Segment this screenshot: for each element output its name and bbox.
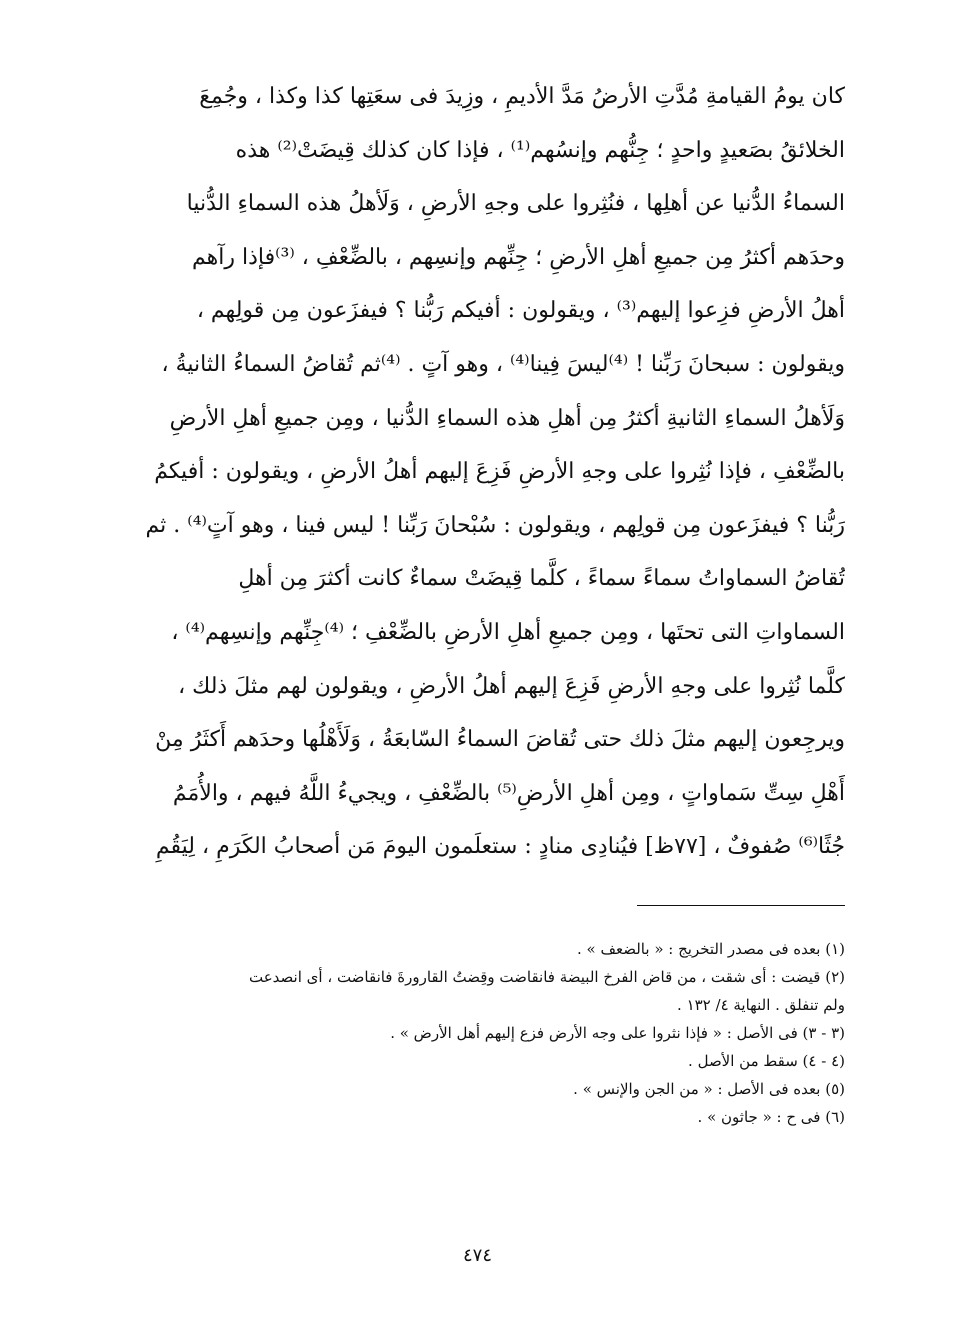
footnote: (٤ - ٤) سقط من الأصل . bbox=[688, 1052, 845, 1070]
text-line: الخلائقُ بصَعيدٍ واحدٍ ؛ جِنُّهم وإنسُهم⁽¹⁾ ، فإذا كان كذلك قِيضَتْ⁽²⁾ هذه bbox=[235, 137, 845, 163]
text-line: بالضِّعْفِ ، فإذا نُثِروا على وجهِ الأرضِ فَزِعَ إليهم أهلُ الأرضِ ، ويقولون : أفيكمُ bbox=[154, 459, 845, 485]
footnote-separator bbox=[637, 905, 845, 906]
text-line: تُقاضُ السماواتُ سماءً سماءً ، كلَّما قِيضَتْ سماءٌ كانت أكثرَ مِن أهلِ bbox=[238, 566, 845, 592]
text-line: أَهْلِ سِتِّ سَماواتٍ ، ومِن أهلِ الأرضِ⁽⁵⁾ بالضِّعْفِ ، ويجيءُ اللَّهُ فيهم ، والأُمَمُ bbox=[172, 780, 845, 806]
text-line: وَلَأهلُ السماءِ الثانيةِ أكثرُ مِن أهلِ هذه السماءِ الدُّنيا ، ومِن جميعِ أهلِ الأرضِ bbox=[169, 405, 845, 431]
footnote: (٥) بعده فى الأصل : « من الجن والإنس » . bbox=[573, 1080, 845, 1098]
text-line: أهلُ الأرضِ فزِعوا إليهم⁽³⁾ ، ويقولون : أفيكم رَبُّنا ؟ فيفزَعون مِن قولِهم ، bbox=[196, 298, 845, 324]
page-number: ٤٧٤ bbox=[462, 1245, 492, 1266]
text-line: جُثًا⁽⁶⁾ صُفوفٌ ، [٧٧ظ] فيُنادِى منادٍ : ستعلَمون اليومَ مَن أصحابُ الكَرَمِ ، لِيَقُمِ bbox=[155, 834, 845, 860]
text-line: وحدَهم أكثرُ مِن جميعِ أهلِ الأرضِ ؛ جِنِّهم وإنسِهم ، بالضِّعْفِ ، ⁽³⁾فإذا رآهم bbox=[192, 244, 845, 270]
text-line: كلَّما نُثِروا على وجهِ الأرضِ فَزِعَ إليهم أهلُ الأرضِ ، ويقولون لهم مثلَ ذلك ، bbox=[178, 673, 845, 699]
footnote: (٣ - ٣) فى الأصل : « فإذا نثروا على وجه الأرض فزع إليهم أهل الأرض » . bbox=[390, 1024, 845, 1042]
text-line: ويقولون : سبحانَ رَبِّنا ! ⁽⁴⁾ليسَ فِينا⁽⁴⁾ ، وهو آتٍ . ⁽⁴⁾ثم تُقاضُ السماءُ الثانيةُ ، bbox=[161, 351, 845, 377]
footnote-continuation: ولم تنفلق . النهاية ٤/ ١٣٢ . bbox=[677, 996, 845, 1014]
footnote: (٦) فى ح : « جاثون » . bbox=[697, 1108, 845, 1126]
footnotes bbox=[137, 935, 845, 1131]
footnote: (١) بعده فى مصدر التخريج : « بالضعف » . bbox=[576, 940, 845, 958]
text-line: رَبُّنا ؟ فيفزَعون مِن قولِهم ، ويقولون : سُبْحانَ رَبِّنا ! ليس فينا ، وهو آتٍ⁽⁴⁾ . ثم bbox=[145, 512, 845, 538]
footnote: (٢) قيضت : أى شقت ، من قاض الفرخ البيضة فانقاضت وقِضتُ القارورةَ فانقاضت ، أى انصدعت bbox=[248, 968, 845, 986]
text-line: السماواتِ التى تحتَها ، ومِن جميعِ أهلِ الأرضِ بالضِّعْفِ ؛ ⁽⁴⁾جِنِّهم وإنسِهم⁽⁴⁾ ، bbox=[171, 619, 845, 645]
text-line: كان يومُ القيامةِ مُدَّتِ الأرضُ مَدَّ الأديمِ ، وزِيدَ فى سعَتِها كذا وكذا ، وجُمِعَ bbox=[199, 84, 845, 109]
main-text-body bbox=[137, 70, 845, 874]
text-line: السماءُ الدُّنيا عن أهلِها ، فنُثِروا على وجهِ الأرضِ ، وَلَأهلُ هذه السماءِ الدُّنيا bbox=[186, 191, 845, 217]
text-line: ويرجِعون إليهم مثلَ ذلك حتى تُقاضَ السماءُ السّابعَةُ ، وَلَأَهْلُها وحدَهم أَكثَرُ مِنْ bbox=[155, 727, 845, 753]
